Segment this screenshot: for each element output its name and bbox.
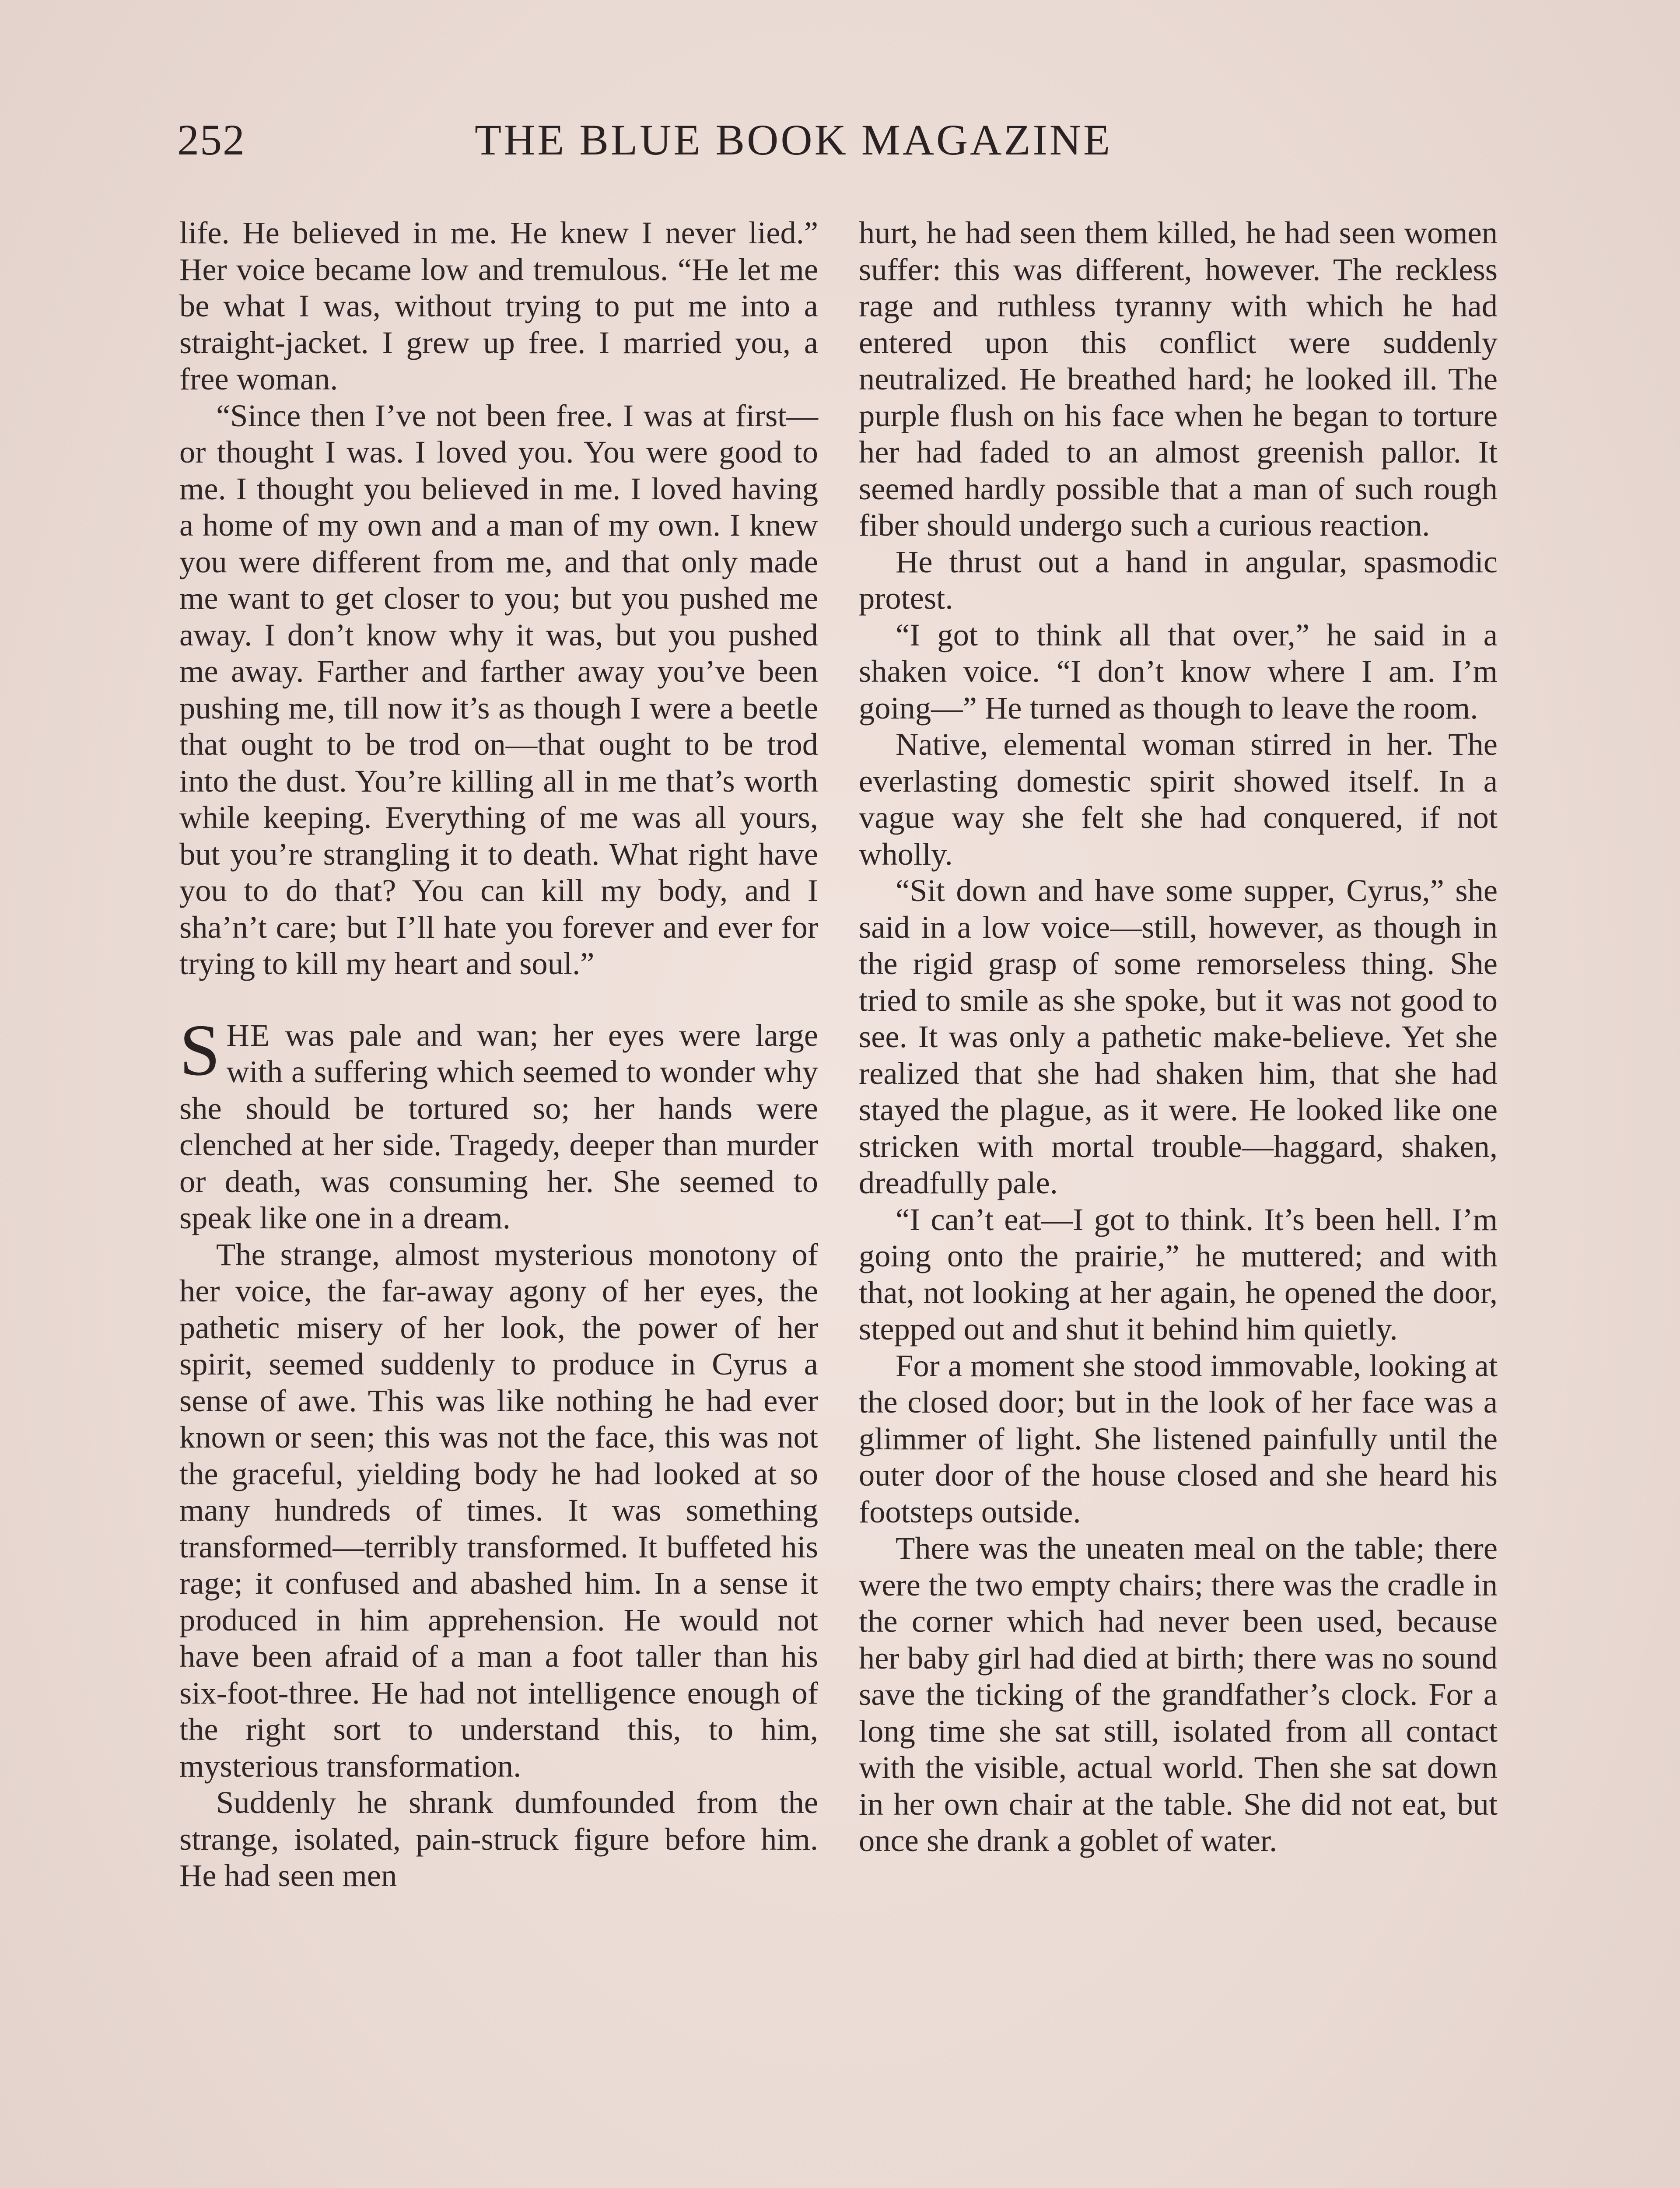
page-header	[177, 115, 1218, 176]
paragraph-text: was pale and wan; her eyes were large with a suffering which seemed to wonder why she should be tortured so; her hands were clenched at her side. Tragedy, deeper than murder or death, was consuming her. She seemed to speak like one in a dream.	[179, 1017, 818, 1235]
page-number: 252	[177, 116, 245, 164]
section-opening-paragraph	[179, 1009, 818, 1236]
paragraph: “Sit down and have some supper, Cyrus,” she said in a low voice—still, however, as though in the rigid grasp of some remorseless thing. She tried to smile as she spoke, but it was not good to see. It was only a pathetic make-believe. Yet she realized that she had shaken him, that she had stayed the plague, as it were. He looked like one stricken with mortal trouble—haggard, shaken, dreadfully pale.	[859, 873, 1498, 1200]
magazine-title: THE BLUE BOOK MAGAZINE	[475, 116, 1113, 164]
paragraph: The strange, almost mysterious monotony of her voice, the far-away agony of her eyes, the pathetic misery of her look, the power of her spirit, seemed suddenly to produce in Cyrus a sense of awe. This was like nothing he had ever known or seen; this was not the face, this was not the graceful, yielding body he had looked at so many hundreds of times. It was something transformed—terribly transformed. It buffeted his rage; it confused and abashed him. In a sense it produced in him apprehension. He would not have been afraid of a man a foot taller than his six-foot-three. He had not intelligence enough of the right sort to understand this, to him, mysterious transformation.	[179, 1236, 818, 1784]
paragraph: There was the uneaten meal on the table; there were the two empty chairs; there was the cradle in the corner which had never been used, because her baby girl had died at birth; there was no sound save the ticking of the grandfather’s clock. For a long time she sat still, isolated from all contact with the visible, actual world. Then she sat down in her own chair at the table. She did not eat, but once she drank a goblet of water.	[859, 1530, 1498, 1858]
paragraph: “I got to think all that over,” he said in a shaken voice. “I don’t know where I am. I’m going—” He turned as though to leave the room.	[859, 617, 1498, 726]
paragraph: Suddenly he shrank dumfounded from the strange, isolated, pain-struck figure before him. He had seen men	[179, 1785, 818, 1893]
paragraph: For a moment she stood immovable, looking at the closed door; but in the look of her face was a glimmer of light. She listened painfully until the outer door of the house closed and she heard his footsteps outside.	[859, 1347, 1498, 1529]
paragraph: He thrust out a hand in angular, spasmodic protest.	[859, 543, 1498, 616]
paragraph: hurt, he had seen them killed, he had seen women suffer: this was different, however. The reckless rage and ruthless tyranny with which he had entered upon this conflict were suddenly neutralized. He breathed hard; he looked ill. The purple flush on his face when he began to torture her had faded to an almost greenish pallor. It seemed hardly possible that a man of such rough fiber should undergo such a curious reaction.	[859, 215, 1498, 543]
right-column	[859, 214, 1498, 1859]
paragraph: Native, elemental woman stirred in her. The everlasting domestic spirit showed itself. In a vague way she felt she had conquered, if not wholly.	[859, 726, 1498, 872]
opening-caps: HE	[226, 1017, 271, 1053]
left-column	[179, 214, 818, 1894]
paragraph: life. He believed in me. He knew I never lied.” Her voice became low and tremulous. “He let me be what I was, without trying to put me into a straight-jacket. I grew up free. I married you, a free woman.	[179, 215, 818, 396]
paragraph: “Since then I’ve not been free. I was at first—or thought I was. I loved you. You were good to me. I thought you believed in me. I loved having a home of my own and a man of my own. I knew you were different from me, and that only made me want to get closer to you; but you pushed me away. I don’t know why it was, but you pushed me away. Farther and farther away you’ve been pushing me, till now it’s as though I were a beetle that ought to be trod on—that ought to be trod into the dust. You’re killing all in me that’s worth while keeping. Everything of me was all yours, but you’re strangling it to death. What right have you to do that? You can kill my body, and I sha’n’t care; but I’ll hate you forever and ever for trying to kill my heart and soul.”	[179, 397, 818, 981]
drop-cap: S	[179, 1009, 220, 1091]
paragraph: “I can’t eat—I got to think. It’s been hell. I’m going onto the prairie,” he muttered; and with that, not looking at her again, he opened the door, stepped out and shut it behind him quietly.	[859, 1201, 1498, 1346]
